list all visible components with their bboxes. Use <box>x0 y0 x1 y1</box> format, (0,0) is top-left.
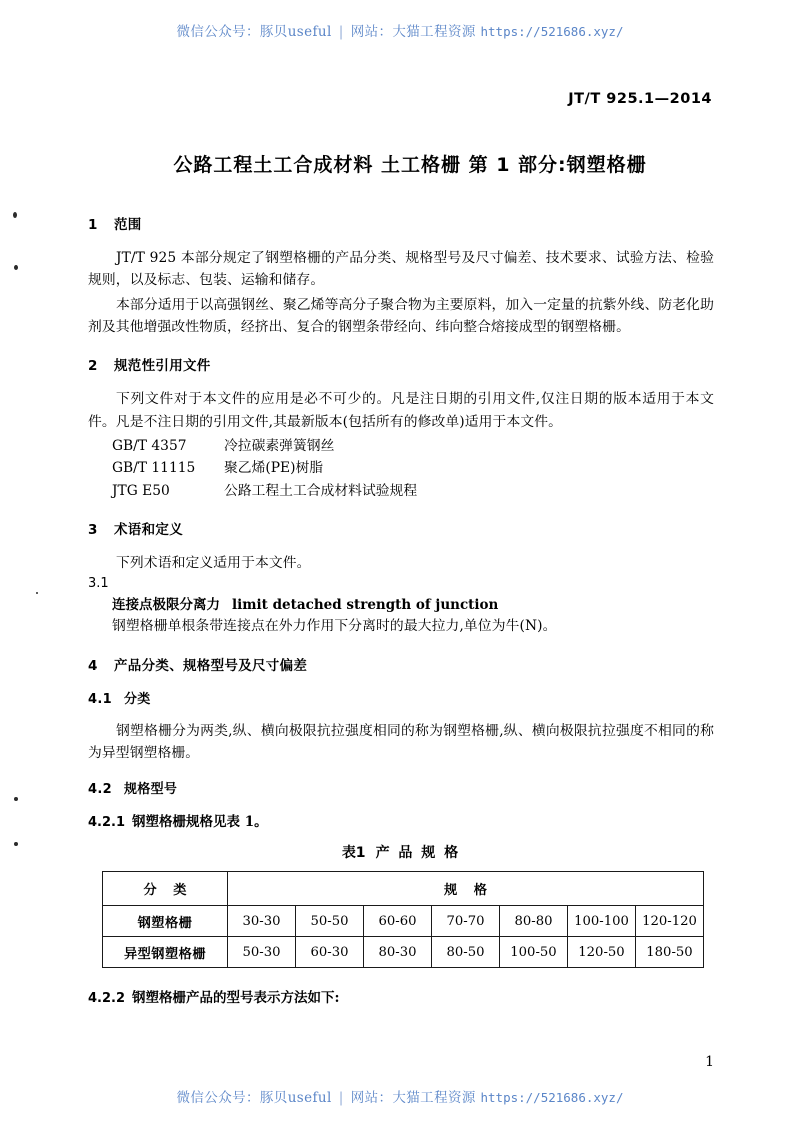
section-4-2-2-text: 钢塑格栅产品的型号表示方法如下: <box>132 990 340 1007</box>
reference-item <box>112 457 714 479</box>
term-english: limit detached strength of junction <box>232 597 499 614</box>
reference-item <box>112 480 714 502</box>
section-1-title: 范围 <box>114 217 142 233</box>
reference-code: GB/T 11115 <box>112 460 196 477</box>
section-1-paragraph-1: JT/T 925 本部分规定了钢塑格栅的产品分类、规格型号及尺寸偏差、技术要求、试验方法、检验规则，以及标志、包装、运输和储存。 <box>88 250 714 289</box>
table-product-specifications <box>102 871 704 968</box>
section-1-number: 1 <box>88 217 98 233</box>
reference-title: 公路工程土工合成材料试验规程 <box>224 482 418 499</box>
reference-title: 冷拉碳素弹簧钢丝 <box>224 438 335 455</box>
page-number: 1 <box>705 1054 714 1070</box>
watermark-site-label: 网站：大猫工程资源 <box>350 1090 476 1106</box>
section-2-heading <box>88 354 714 374</box>
spec-cell: 120-50 <box>568 937 636 968</box>
section-3-number: 3 <box>88 522 98 539</box>
section-4-title: 产品分类、规格型号及尺寸偏差 <box>114 657 308 674</box>
spec-cell: 100-100 <box>568 906 636 937</box>
spec-cell: 30-30 <box>228 906 296 937</box>
scan-speckle <box>13 212 17 218</box>
reference-item <box>112 435 714 457</box>
table-header-row <box>103 872 704 906</box>
watermark-separator: | <box>338 24 344 40</box>
row-category: 异型钢塑格栅 <box>103 937 228 968</box>
table-1-caption-title: 产 品 规 格 <box>375 845 461 862</box>
section-3-heading <box>88 518 714 538</box>
section-2 <box>88 354 714 502</box>
reference-code: JTG E50 <box>112 482 170 499</box>
scan-speckle <box>14 797 18 801</box>
spec-cell: 60-30 <box>296 937 364 968</box>
reference-title: 聚乙烯(PE)树脂 <box>224 460 324 477</box>
term-definition: 钢塑格栅单根条带连接点在外力作用下分离时的最大拉力,单位为牛(N)。 <box>112 618 557 635</box>
section-4-heading <box>88 654 714 674</box>
section-3-paragraph-1: 下列术语和定义适用于本文件。 <box>116 555 311 572</box>
spec-cell: 50-30 <box>228 937 296 968</box>
spec-cell: 60-60 <box>364 906 432 937</box>
table-1-caption-number: 表1 <box>341 845 366 862</box>
spec-cell: 80-50 <box>432 937 500 968</box>
section-4-1-title: 分类 <box>124 691 151 707</box>
spec-cell: 80-30 <box>364 937 432 968</box>
row-category: 钢塑格栅 <box>103 906 228 937</box>
page-title: 公路工程土工合成材料 土工格栅 第 1 部分:钢塑格栅 <box>173 154 647 176</box>
table-row <box>103 906 704 937</box>
section-4-2-2-number: 4.2.2 <box>88 991 126 1007</box>
spec-cell: 70-70 <box>432 906 500 937</box>
watermark-wechat-label: 微信公众号：豚贝useful <box>176 24 332 40</box>
table-row <box>103 937 704 968</box>
table-1-caption <box>88 842 714 862</box>
section-4-1-number: 4.1 <box>88 691 112 707</box>
section-3-title: 术语和定义 <box>114 522 183 539</box>
section-4-2-1 <box>88 810 714 830</box>
watermark-site-label: 网站：大猫工程资源 <box>350 24 476 40</box>
term-line <box>88 593 714 613</box>
section-4 <box>88 654 714 1007</box>
reference-code: GB/T 4357 <box>112 438 187 455</box>
watermark-wechat-label: 微信公众号：豚贝useful <box>176 1090 332 1106</box>
section-2-paragraph-1: 下列文件对于本文件的应用是必不可少的。凡是注日期的引用文件,仅注日期的版本适用于本文件。凡是不注日期的引用文件,其最新版本(包括所有的修改单)适用于本文件。 <box>88 391 714 430</box>
scan-speckle <box>36 592 38 594</box>
section-4-2-2 <box>88 986 714 1006</box>
watermark-url: https://521686.xyz/ <box>480 1090 624 1105</box>
scan-speckle <box>14 842 18 846</box>
table-header-category: 分 类 <box>103 872 228 906</box>
section-4-2-1-number: 4.2.1 <box>88 815 126 831</box>
document-body <box>88 150 714 1018</box>
section-4-2-heading <box>88 778 714 797</box>
watermark-bottom <box>0 1086 800 1106</box>
term-chinese: 连接点极限分离力 <box>112 597 220 614</box>
section-4-2-1-text: 钢塑格栅规格见表 1。 <box>132 814 268 831</box>
section-4-2-number: 4.2 <box>88 782 112 798</box>
section-4-2-title: 规格型号 <box>124 782 178 798</box>
section-1-heading <box>88 213 714 233</box>
standard-number: JT/T 925.1—2014 <box>568 91 712 107</box>
watermark-top <box>0 20 800 40</box>
section-4-number: 4 <box>88 657 98 674</box>
spec-cell: 100-50 <box>500 937 568 968</box>
section-4-1-heading <box>88 688 714 707</box>
section-4-1-paragraph-1: 钢塑格栅分为两类,纵、横向极限抗拉强度相同的称为钢塑格栅,纵、横向极限抗拉强度不相同的称为异型钢塑格栅。 <box>88 722 714 762</box>
section-3 <box>88 518 714 638</box>
table-body <box>103 906 704 968</box>
term-entry-number: 3.1 <box>88 576 109 592</box>
section-1-paragraph-2: 本部分适用于以高强钢丝、聚乙烯等高分子聚合物为主要原料，加入一定量的抗紫外线、防老化助剂及其他增强改性物质，经挤出、复合的钢塑条带经向、纬向整合熔接成型的钢塑格栅。 <box>88 296 714 336</box>
watermark-url: https://521686.xyz/ <box>480 24 624 39</box>
spec-cell: 180-50 <box>636 937 704 968</box>
normative-reference-list <box>88 435 714 502</box>
table-header-spec: 规 格 <box>228 872 704 906</box>
spec-cell: 50-50 <box>296 906 364 937</box>
spec-cell: 120-120 <box>636 906 704 937</box>
watermark-separator: | <box>338 1090 344 1106</box>
scan-speckle <box>14 265 18 270</box>
section-2-number: 2 <box>88 358 98 375</box>
section-1 <box>88 213 714 338</box>
spec-cell: 80-80 <box>500 906 568 937</box>
section-2-title: 规范性引用文件 <box>114 358 211 375</box>
table-header <box>103 872 704 906</box>
